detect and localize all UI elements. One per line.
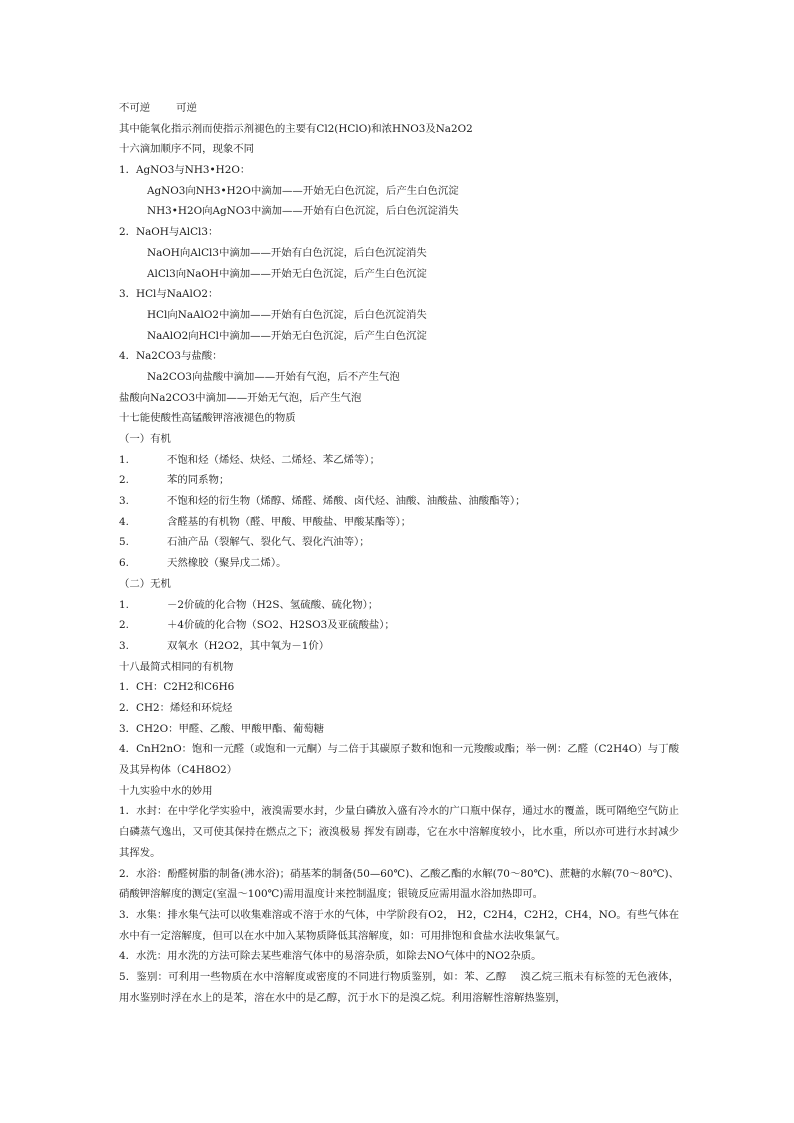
text-reversible: 可逆 — [176, 102, 197, 114]
s16-item-1b: NH3•H2O向AgNO3中滴加——开始有白色沉淀，后白色沉淀消失 — [147, 205, 459, 218]
document-page — [119, 98, 679, 1008]
s16-item-4: 4．Na2CO3与盐酸： — [119, 350, 223, 363]
s17-inorganic-heading: （二）无机 — [119, 577, 171, 590]
s16-item-1a: AgNO3向NH3•H2O中滴加——开始无白色沉淀，后产生白色沉淀 — [147, 184, 459, 197]
organic-item-3: 3. 不饱和烃的衍生物（烯醇、烯醛、烯酸、卤代烃、油酸、油酸盐、油酸酯等）； — [119, 495, 526, 508]
s16-item-1: 1．AgNO3与NH3•H2O： — [119, 164, 251, 177]
s16-item-3: 3．HCl与NaAlO2： — [119, 288, 219, 301]
s16-item-3b: NaAlO2向HCl中滴加——开始无白色沉淀，后产生白色沉淀 — [147, 329, 427, 342]
s19-paragraph-2: 2．水浴：酚醛树脂的制备(沸水浴)；硝基苯的制备(50—60℃)、乙酸乙酯的水解(70～80℃)、蔗糖的水解(70～80℃)、硝酸钾溶解度的测定(室温～100℃)需用温度计来控制温度；银镜反应需用温水浴加热即可。 — [119, 867, 679, 901]
organic-item-1: 1. 不饱和烃（烯烃、炔烃、二烯烃、苯乙烯等）； — [119, 453, 381, 466]
s18-item-2: 2．CH2：烯烃和环烷烃 — [119, 701, 233, 714]
s19-paragraph-4: 4．水洗：用水洗的方法可除去某些难溶气体中的易溶杂质，如除去NO气体中的NO2杂质。 — [119, 950, 542, 963]
organic-item-6: 6. 天然橡胶（聚异戊二烯）。 — [119, 557, 287, 570]
section-19-title: 十九实验中水的妙用 — [119, 784, 213, 797]
text-irreversible: 不可逆 — [119, 102, 151, 114]
s16-item-2: 2．NaOH与AlCl3： — [119, 226, 219, 239]
inorganic-item-1: 1. －2价硫的化合物（H2S、氢硫酸、硫化物）； — [119, 598, 379, 611]
s19-paragraph-1: 1．水封：在中学化学实验中，液溴需要水封，少量白磷放入盛有冷水的广口瓶中保存，通过水的覆盖，既可隔绝空气防止白磷蒸气逸出，又可使其保持在燃点之下；液溴极易 挥发有剧毒，它在水中溶解度较小，比水重，所以亦可进行水封减少其挥发。 — [119, 805, 679, 859]
s16-item-2a: NaOH向AlCl3中滴加——开始有白色沉淀，后白色沉淀消失 — [147, 246, 427, 259]
line-irreversible-reversible — [119, 98, 679, 119]
s19-paragraph-5: 5．鉴别：可利用一些物质在水中溶解度或密度的不同进行物质鉴别，如：苯、乙醇 溴乙烷三瓶未有标签的无色液体，用水鉴别时浮在水上的是苯，溶在水中的是乙醇，沉于水下的是溴乙烷。利用溶解性溶解热鉴别， — [119, 971, 679, 1004]
s16-item-4a: Na2CO3向盐酸中滴加——开始有气泡，后不产生气泡 — [147, 370, 400, 383]
s18-item-1: 1．CH：C2H2和C6H6 — [119, 681, 235, 694]
section-16-title: 十六滴加顺序不同，现象不同 — [119, 143, 255, 156]
organic-item-5: 5. 石油产品（裂解气、裂化气、裂化汽油等）； — [119, 536, 370, 549]
s16-item-4b: 盐酸向Na2CO3中滴加——开始无气泡，后产生气泡 — [119, 391, 362, 404]
organic-item-2: 2. 苯的同系物； — [119, 474, 230, 487]
section-17-title: 十七能使酸性高锰酸钾溶液褪色的物质 — [119, 412, 296, 425]
organic-item-4: 4. 含醛基的有机物（醛、甲酸、甲酸盐、甲酸某酯等）； — [119, 515, 412, 528]
s18-item-3: 3．CH2O：甲醛、乙酸、甲酸甲酯、葡萄糖 — [119, 722, 325, 735]
s19-paragraph-3: 3．水集：排水集气法可以收集难溶或不溶于水的气体，中学阶段有O2， H2，C2H4，C2H2，CH4，NO。有些气体在水中有一定溶解度，但可以在水中加入某物质降低其溶解度，如：可用排饱和食盐水法收集氯气。 — [119, 908, 679, 942]
section-18-title: 十八最简式相同的有机物 — [119, 660, 234, 673]
inorganic-item-3: 3. 双氧水（H2O2，其中氧为－1价） — [119, 639, 330, 652]
s16-item-2b: AlCl3向NaOH中滴加——开始无白色沉淀，后产生白色沉淀 — [147, 267, 427, 280]
inorganic-item-2: 2. ＋4价硫的化合物（SO2、H2SO3及亚硫酸盐）； — [119, 619, 395, 632]
line-oxidizing-indicators: 其中能氧化指示剂而使指示剂褪色的主要有Cl2(HClO)和浓HNO3及Na2O2 — [119, 122, 473, 135]
s18-item-4: 4．CnH2nO：饱和一元醛（或饱和一元酮）与二倍于其碳原子数和饱和一元羧酸或酯；举一例：乙醛（C2H4O）与丁酸及其异构体（C4H8O2） — [119, 743, 679, 777]
s16-item-3a: HCl向NaAlO2中滴加——开始有白色沉淀，后白色沉淀消失 — [147, 308, 427, 321]
s17-organic-heading: （一）有机 — [119, 433, 171, 445]
